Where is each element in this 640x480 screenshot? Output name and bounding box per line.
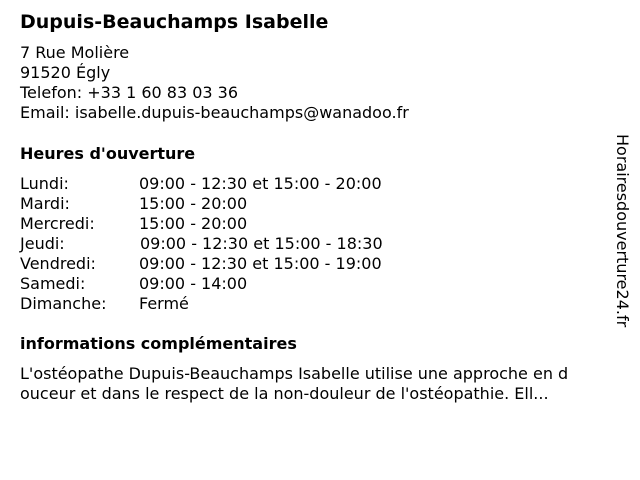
hours-row-friday bbox=[20, 254, 383, 274]
hours-row-wednesday bbox=[20, 214, 383, 234]
site-watermark bbox=[612, 134, 632, 344]
hours-heading: Heures d'ouverture bbox=[20, 144, 196, 163]
info-description bbox=[20, 364, 620, 404]
hours-table bbox=[20, 174, 383, 314]
day-times: 15:00 - 20:00 bbox=[139, 194, 248, 213]
day-label: Mardi: bbox=[20, 194, 70, 213]
day-times: 09:00 - 12:30 et 15:00 - 19:00 bbox=[139, 254, 382, 273]
hours-row-monday bbox=[20, 174, 383, 194]
street-address: 7 Rue Molière bbox=[20, 43, 130, 62]
hours-row-tuesday bbox=[20, 194, 383, 214]
description-line: L'ostéopathe Dupuis-Beauchamps Isabelle utilise une approche en d bbox=[20, 364, 569, 383]
day-times: 09:00 - 12:30 et 15:00 - 20:00 bbox=[139, 174, 382, 193]
day-times: Fermé bbox=[139, 294, 189, 313]
info-heading: informations complémentaires bbox=[20, 334, 297, 353]
contact-block bbox=[20, 43, 409, 123]
business-name: Dupuis-Beauchamps Isabelle bbox=[20, 11, 329, 33]
day-label: Vendredi: bbox=[20, 254, 96, 273]
day-label: Lundi: bbox=[20, 174, 69, 193]
day-times: 09:00 - 14:00 bbox=[139, 274, 248, 293]
day-label: Mercredi: bbox=[20, 214, 95, 233]
day-times: 09:00 - 12:30 et 15:00 - 18:30 bbox=[140, 234, 383, 253]
day-label: Jeudi: bbox=[20, 234, 65, 253]
day-times: 15:00 - 20:00 bbox=[139, 214, 248, 233]
hours-row-saturday bbox=[20, 274, 383, 294]
day-label: Dimanche: bbox=[20, 294, 107, 313]
hours-row-sunday bbox=[20, 294, 383, 314]
phone-number: Telefon: +33 1 60 83 03 36 bbox=[20, 83, 239, 102]
watermark-text: Horairesdouverture24.fr bbox=[613, 134, 632, 328]
hours-row-thursday bbox=[20, 234, 383, 254]
city-postal: 91520 Égly bbox=[20, 63, 111, 82]
email-address: Email: isabelle.dupuis-beauchamps@wanadoo.fr bbox=[20, 103, 409, 122]
day-label: Samedi: bbox=[20, 274, 86, 293]
description-line: ouceur et dans le respect de la non-douleur de l'ostéopathie. Ell... bbox=[20, 384, 549, 403]
